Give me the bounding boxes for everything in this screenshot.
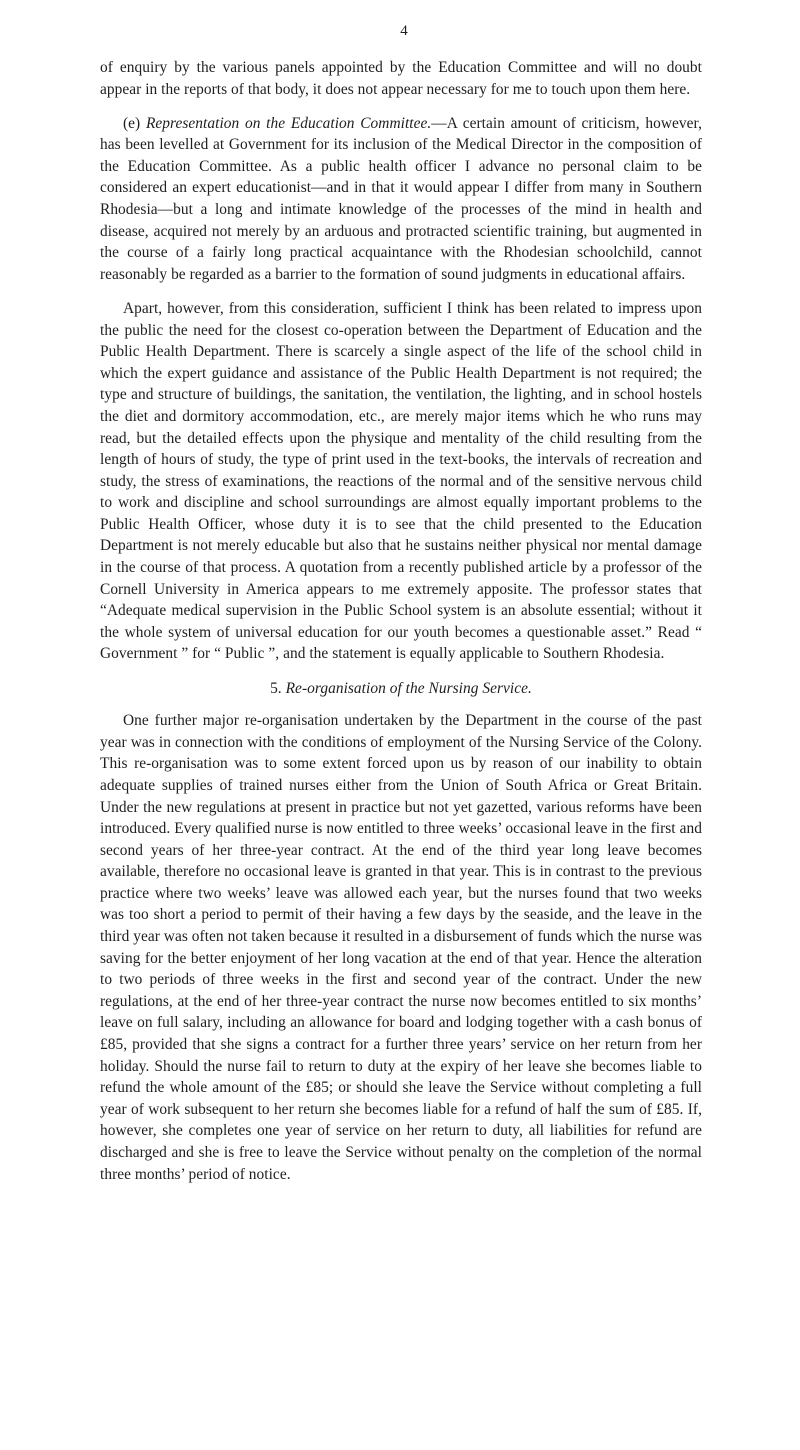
section-heading-number: 5. — [270, 679, 286, 697]
paragraph-representation-body: —A certain amount of criticism, however, has been levelled at Government for its inclusion of the Medical Director in the composition of the Education Committee. As a public health officer I advance no personal claim to be considered an expert educationist—and in that it would appear I differ from many in Southern Rhodesia—but a long and intimate knowledge of the processes of the mind in health and disease, acquired not merely by an arduous and protracted scientific training, but augmented in the course of a fairly long practical acquaintance with the Rhodesian schoolchild, cannot reasonably be regarded as a barrier to the formation of sound judgments in educational affairs. — [100, 114, 702, 283]
page-number: 4 — [400, 23, 408, 39]
section-marker: (e) — [123, 114, 146, 132]
paragraph-continuation: of enquiry by the various panels appointed by the Education Committee and will no doubt appear in the reports of that body, it does not appear necessary for me to touch upon them here. — [100, 59, 702, 98]
section-heading-nursing — [100, 678, 702, 700]
section-title-representation: Representation on the Education Committee. — [145, 114, 432, 132]
body-text — [100, 57, 702, 1198]
section-heading-title: Re-organisation of the Nursing Service. — [285, 679, 532, 697]
paragraph-cooperation: Apart, however, from this consideration, sufficient I think has been related to impress upon the public the need for the closest co-operation between the Department of Education and the Public Health Department. There is scarcely a single aspect of the life of the school child in which the expert guidance and assistance of the Public Health Department is not required; the type and structure of buildings, the sanitation, the ventilation, the lighting, and in school hostels the diet and dormitory accommodation, etc., are merely major items which he who runs may read, but the detailed effects upon the physique and mentality of the child resulting from the length of hours of study, the type of print used in the text-books, the intervals of recreation and study, the stress of examinations, the reactions of the normal and of the sensitive nervous child to work and discipline and school surroundings are almost equally important problems to the Public Health Officer, whose duty it is to see that the child presented to the Education Department is not merely educable but also that he sustains neither physical nor mental damage in the course of that process. A quotation from a recently published article by a professor of the Cornell University in America appears to me extremely apposite. The professor states that “Adequate medical supervision in the Public School system is an absolute essential; without it the whole system of universal education for our youth becomes a questionable asset.” Read “ Government ” for “ Public ”, and the statement is equally applicable to Southern Rhodesia. — [100, 299, 702, 663]
paragraph-representation — [100, 113, 702, 286]
paragraph-nursing-service: One further major re-organisation undertaken by the Department in the course of the past year was in connection with the conditions of employment of the Nursing Service of the Colony. This re-organisation was to some extent forced upon us by reason of our inability to obtain adequate supplies of trained nurses either from the Union of South Africa or Great Britain. Under the new regulations at present in practice but not yet gazetted, various reforms have been introduced. Every qualified nurse is now entitled to three weeks’ occasional leave in the first and second years of her three-year contract. At the end of the third year long leave becomes available, therefore no occasional leave is granted in that year. This is in contrast to the previous practice where two weeks’ leave was allowed each year, but the nurses found that two weeks was too short a period to permit of their having a few days by the seaside, and the leave in the third year was often not taken because it resulted in a disbursement of funds which the nurse was saving for the better enjoyment of her long vacation at the end of that year. Hence the alteration to two periods of three weeks in the first and second year of the contract. Under the new regulations, at the end of her three-year contract the nurse now becomes entitled to six months’ leave on full salary, including an allowance for board and lodging together with a cash bonus of £85, provided that she signs a contract for a further three years’ service on her return from her holiday. Should the nurse fail to return to duty at the expiry of her leave she becomes liable to refund the whole amount of the £85; or should she leave the Service without completing a full year of work subsequent to her return she becomes liable for a refund of half the sum of £85. If, however, she completes one year of service on her return to duty, all liabilities for refund are discharged and she is free to leave the Service without penalty on the completion of the normal three months’ period of notice. — [100, 712, 702, 1183]
